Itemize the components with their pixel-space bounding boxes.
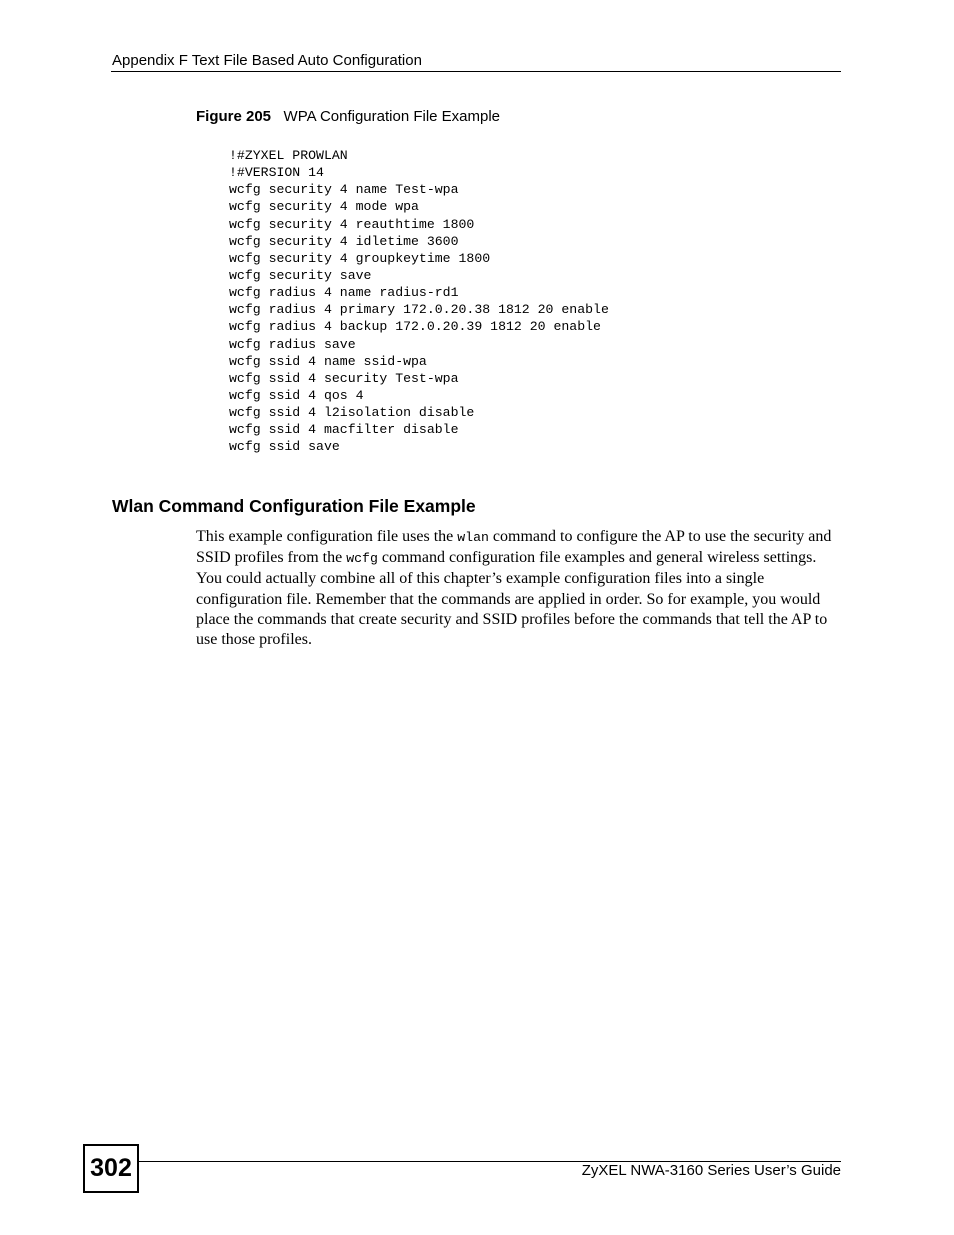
code-line: wcfg security 4 mode wpa [229,199,419,215]
code-line: wcfg ssid save [229,439,340,455]
paragraph-text: command to configure the AP to use the security and SSID profiles from the [196,528,832,567]
header-rule [111,71,841,72]
code-line: wcfg ssid 4 name ssid-wpa [229,353,427,369]
code-block [229,147,609,456]
code-line: wcfg ssid 4 security Test-wpa [229,370,459,386]
code-line: wcfg security 4 name Test-wpa [229,182,459,198]
code-line: wcfg ssid 4 qos 4 [229,387,364,403]
code-line: wcfg security 4 idletime 3600 [229,233,459,249]
code-line: wcfg security save [229,267,372,283]
code-line: !#ZYXEL PROWLAN [229,148,348,163]
code-line: wcfg security 4 groupkeytime 1800 [229,250,491,266]
code-line: wcfg radius 4 name radius-rd1 [229,285,459,301]
figure-title: WPA Configuration File Example [283,108,501,125]
code-line: wcfg ssid 4 macfilter disable [229,422,459,438]
paragraph-text: This example configuration file uses the [196,528,458,545]
inline-command-wcfg: wcfg [346,551,378,567]
running-footer: ZyXEL NWA-3160 Series User’s Guide [581,1162,841,1179]
inline-command-wlan: wlan [457,530,489,545]
code-line: wcfg ssid 4 l2isolation disable [229,405,475,421]
body-paragraph [196,527,842,650]
code-line: !#VERSION 14 [229,165,324,181]
section-heading: Wlan Command Configuration File Example [112,496,476,516]
code-line: wcfg radius save [229,336,356,352]
running-header: Appendix F Text File Based Auto Configuration [112,52,422,69]
code-line: wcfg security 4 reauthtime 1800 [229,216,475,232]
paragraph-text: command configuration file examples and general wireless settings. You could actually combine all of this chapter’s example configuration files into a single configuration file. Remember that the commands are applied in order. So for example, you would place the commands that create security and SSID profiles before the commands that tell the AP to use those profiles. [196,549,828,649]
code-line: wcfg radius 4 backup 172.0.20.39 1812 20 enable [229,319,601,335]
code-line: wcfg radius 4 primary 172.0.20.38 1812 20 enable [229,302,609,318]
page-number: 302 [83,1144,139,1193]
figure-caption [196,107,500,127]
figure-number: Figure 205 [196,108,272,125]
